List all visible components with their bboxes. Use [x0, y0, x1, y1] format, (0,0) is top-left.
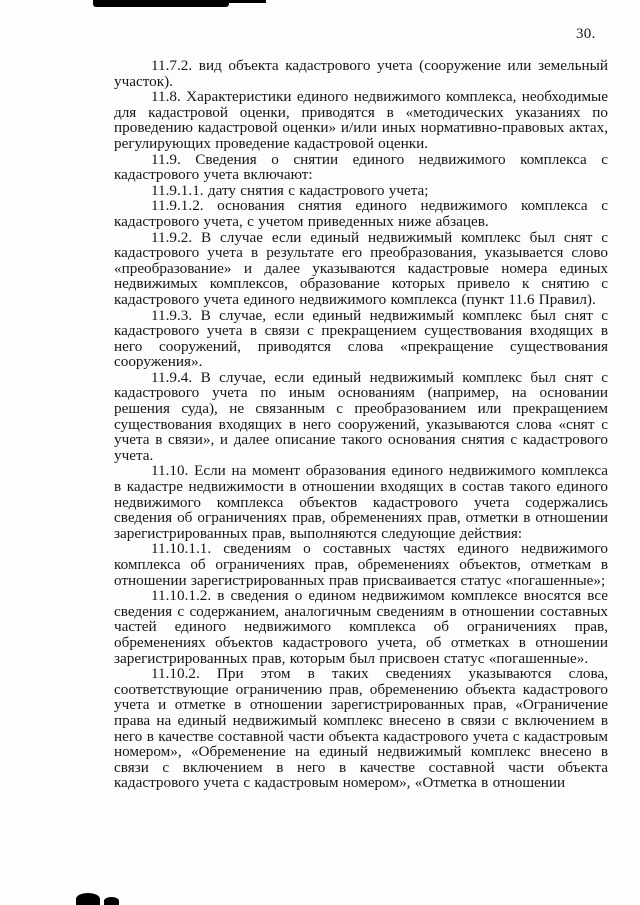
paragraph-11-8: 11.8. Характеристики единого недвижимого комплекса, необходимые для кадастровой оценки, приводятся в «методических указаниях по проведению кадастровой оценки» и/или иных нормативно-правовых актах, регулирующих проведение кадастровой оценки.: [114, 88, 608, 152]
paragraph-11-9-1-2: 11.9.1.2. основания снятия единого недвижимого комплекса с кадастрового учета, с учетом приведенных ниже абзацев.: [114, 197, 608, 230]
scan-artifact-bottom-left: [76, 893, 100, 905]
paragraph-11-9-4: 11.9.4. В случае, если единый недвижимый комплекс был снят с кадастрового учета по иным основаниям (например, на основании решения суда), не связанным с преобразованием или прекращением существования входящих в него сооружений, указываются слова «снят с учета в связи», и далее описание такого основания снятия с кадастрового учета.: [114, 368, 608, 464]
scan-artifact-top: [93, 0, 229, 7]
scan-artifact-bottom-right: [104, 897, 119, 905]
paragraph-11-10-1-2: 11.10.1.2. в сведения о едином недвижимом комплексе вносятся все сведения с содержанием, аналогичным сведениям в отношении составных частей единого недвижимого комплекса об ограничениях прав, обременениях объектов кадастрового учета, об отметках в отношении зарегистрированных прав, которым был присвоен статус «погашенные».: [114, 587, 608, 667]
page-number: 30.: [576, 26, 596, 42]
paragraph-11-9-1-1: 11.9.1.1. дату снятия с кадастрового учета;: [151, 181, 429, 199]
paragraph-11-10: 11.10. Если на момент образования единого недвижимого комплекса в кадастре недвижимости в отношении входящих в состав такого единого недвижимого комплекса объектов кадастрового учета содержались сведения об ограничениях прав, обременениях прав, отметки в отношении зарегистрированных прав, выполняются следующие действия:: [114, 462, 608, 542]
paragraph-11-9-3: 11.9.3. В случае, если единый недвижимый комплекс был снят с кадастрового учета в связи с прекращением существования входящих в него сооружений, приводятся слова «прекращение существования сооружения».: [114, 306, 608, 371]
paragraph-11-7-2: 11.7.2. вид объекта кадастрового учета (сооружение или земельный участок).: [114, 57, 608, 90]
paragraph-11-9-2: 11.9.2. В случае если единый недвижимый комплекс был снят с кадастрового учета в результате его преобразования, указывается слово «преобразование» и далее указываются кадастровые номера единых недвижимых комплексов, образование которых привело к снятию с кадастрового учета единого недвижимого комплекса (пункт 11.6 Правил).: [114, 228, 608, 308]
paragraph-11-10-2: 11.10.2. При этом в таких сведениях указываются слова, соответствующие ограничению прав, обременению объекта кадастрового учета и отметке в отношении зарегистрированных прав, «Ограничение права на единый недвижимый комплекс внесено в связи с включением в него в качестве составной части объекта кадастрового учета с кадастровым номером», «Обременение на единый недвижимый комплекс внесено в связи с включением в него в качестве составной части объекта кадастрового учета с кадастровым номером», «Отметка в отношении: [114, 665, 608, 792]
paragraph-11-9: 11.9. Сведения о снятии единого недвижимого комплекса с кадастрового учета включают:: [114, 150, 608, 184]
scan-artifact-top-thin: [226, 0, 266, 3]
paragraph-11-10-1-1: 11.10.1.1. сведениям о составных частях единого недвижимого комплекса об ограничениях прав, обременениях объектов, отметкам в отношении зарегистрированных прав присваивается статус «погашенные»;: [114, 540, 608, 589]
document-body: [114, 58, 608, 791]
